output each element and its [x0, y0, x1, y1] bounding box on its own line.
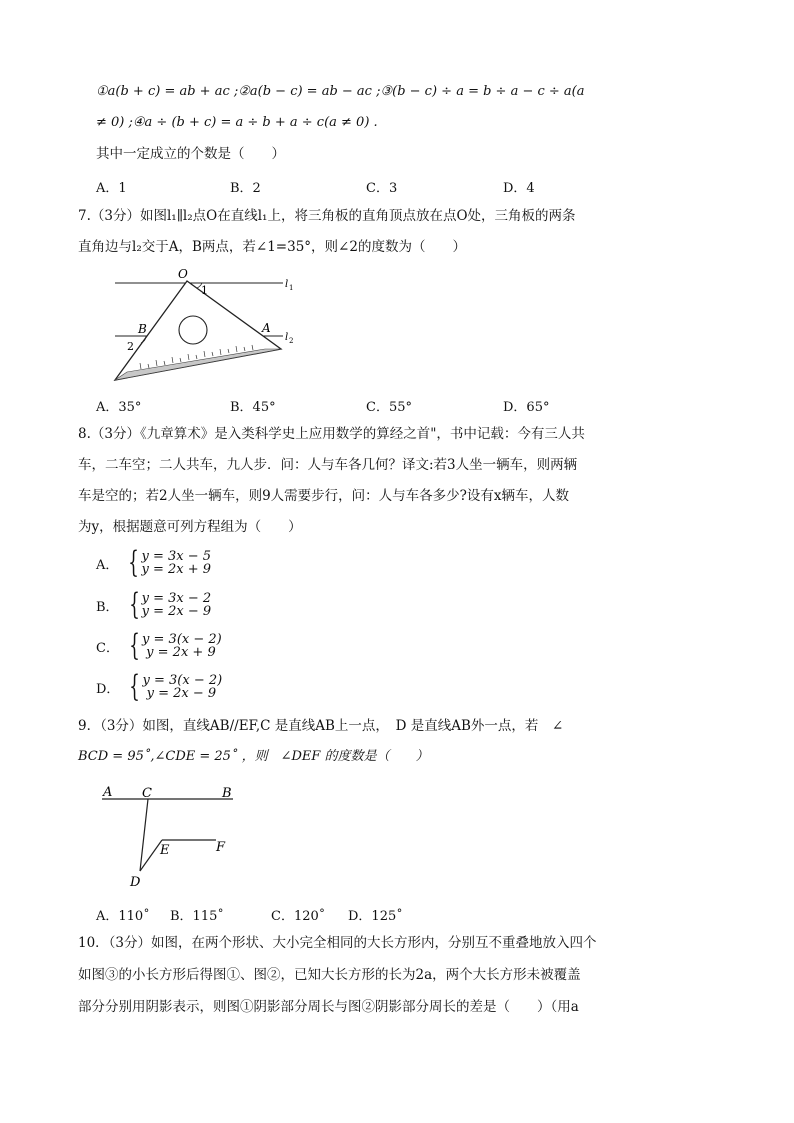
- q8-question-line4: 为y，根据题意可列方程组为（ ）: [78, 519, 302, 535]
- q9-option-a: A．110˚: [96, 909, 150, 924]
- q9-question-line2: BCD = 95˚,∠CDE = 25˚ ，则 ∠DEF 的度数是（ ）: [78, 749, 429, 764]
- q8-option-b: [96, 587, 212, 622]
- q8-option-d: [96, 669, 223, 704]
- q10-question-line2: 如图③的小长方形后得图①、图②，已知大长方形的长为2a，两个大长方形未被覆盖: [78, 967, 581, 983]
- q8-question-line2: 车，二车空；二人共车，九人步．问：人与车各几何？译文:若3人坐一辆车，则两辆: [78, 457, 578, 473]
- q9-label-b: B: [222, 786, 232, 801]
- q6-option-c: C．3: [366, 181, 398, 196]
- q7-question-line2: 直角边与l₂交于A，B两点，若∠1=35°，则∠2的度数为（ ）: [78, 239, 466, 255]
- q8-option-c-eq1: y = 3(x − 2): [142, 632, 222, 647]
- q7-triangle-figure: [105, 263, 305, 388]
- q9-option-b: B．115˚: [170, 909, 224, 924]
- q8-option-a-brace: {: [128, 545, 140, 580]
- q7-label-b: B: [138, 322, 147, 336]
- q10-question-line1: 10．（3分）如图，在两个形状、大小完全相同的大长方形内，分别互不重叠地放入四个: [78, 935, 597, 951]
- q7-label-angle2: 2: [127, 340, 134, 353]
- q7-option-c: C．55°: [366, 400, 412, 415]
- q8-option-a-letter: A．: [96, 557, 119, 573]
- q9-label-f: F: [216, 840, 226, 855]
- q9-option-c: C．120˚: [271, 909, 326, 924]
- q9-label-a: A: [103, 785, 113, 800]
- q6-statements-line2: ≠ 0) ;④a ÷ (b + c) = a ÷ b + a ÷ c(a ≠ 0) .: [96, 115, 378, 130]
- q9-label-c: C: [142, 786, 152, 801]
- q7-label-o: O: [178, 267, 188, 281]
- q6-statements-line1: ①a(b + c) = ab + ac ;②a(b − c) = ab − ac ;③(b − c) ÷ a = b ÷ a − c ÷ a(a: [96, 84, 585, 99]
- q8-option-d-letter: D．: [96, 681, 120, 697]
- q7-label-l2-sub: 2: [289, 337, 294, 345]
- q8-option-c: [96, 628, 222, 663]
- q8-option-d-eq2: y = 2x − 9: [142, 686, 217, 701]
- q6-stem: 其中一定成立的个数是（ ）: [96, 146, 285, 162]
- q8-option-a-eq2: y = 2x + 9: [141, 562, 212, 577]
- q8-option-b-eq1: y = 3x − 2: [141, 591, 212, 606]
- q7-option-d: D．65°: [503, 400, 550, 415]
- q7-label-l2: l: [285, 332, 289, 343]
- q8-option-c-brace: {: [129, 628, 140, 663]
- q9-option-d: D．125˚: [348, 909, 403, 924]
- q10-question-line3: 部分分别用阴影表示，则图①阴影部分周长与图②阴影部分周长的差是（ ）（用a: [78, 999, 579, 1015]
- q8-question-line1: 8.（3分）《九章算术》是入类科学史上应用数学的算经之首"，书中记载：今有三人共: [78, 426, 585, 442]
- q6-option-a: A．1: [96, 181, 127, 196]
- q7-question-line1: 7.（3分）如图l₁∥l₂点O在直线l₁上，将三角板的直角顶点放在点O处，三角板的两条: [78, 208, 576, 224]
- q6-option-b: B．2: [230, 181, 261, 196]
- q8-question-line3: 车是空的；若2人坐一辆车，则9人需要步行，问：人与车各多少?设有x辆车，人数: [78, 488, 570, 504]
- q9-label-e: E: [160, 843, 170, 858]
- q7-label-l1: l: [285, 279, 289, 290]
- q9-segment-cd: [140, 799, 148, 871]
- q8-option-b-brace: {: [128, 587, 140, 622]
- q8-option-c-eq2: y = 2x + 9: [142, 645, 216, 660]
- q7-label-angle1: 1: [201, 284, 208, 297]
- q9-parallel-lines-figure: [100, 784, 240, 890]
- q8-option-a-eq1: y = 3x − 5: [141, 549, 212, 564]
- q7-option-b: B．45°: [230, 400, 276, 415]
- q8-option-b-letter: B．: [96, 599, 119, 615]
- q8-option-c-letter: C．: [96, 640, 119, 656]
- q8-option-a: [96, 545, 212, 580]
- q9-label-d: D: [130, 875, 141, 890]
- q6-option-d: D．4: [503, 181, 535, 196]
- q7-label-a: A: [262, 321, 271, 335]
- q9-question-line1: 9．（3分）如图，直线AB//EF,C 是直线AB上一点， D 是直线AB外一点，若 ∠: [78, 718, 564, 734]
- q8-option-d-eq1: y = 3(x − 2): [142, 673, 223, 688]
- q8-option-b-eq2: y = 2x − 9: [141, 604, 212, 619]
- q7-option-a: A．35°: [96, 400, 142, 415]
- q7-label-l1-sub: 1: [289, 284, 294, 292]
- q8-option-d-brace: {: [129, 669, 141, 704]
